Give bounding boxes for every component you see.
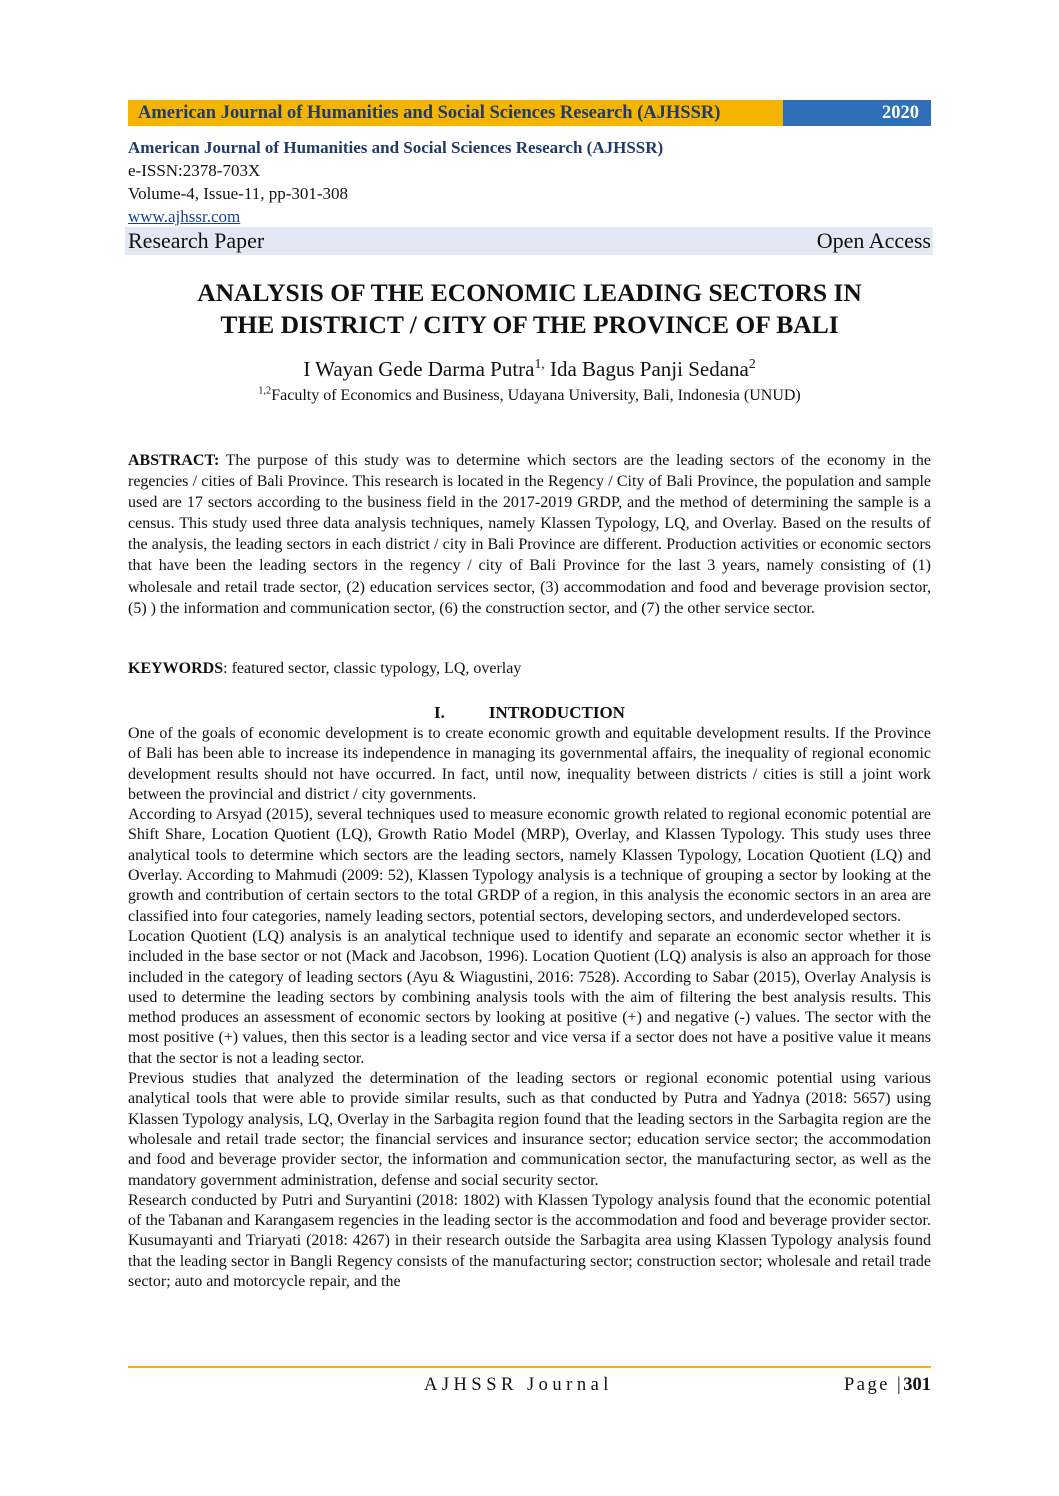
author-name: I Wayan Gede Darma Putra: [303, 357, 535, 381]
title-line: THE DISTRICT / CITY OF THE PROVINCE OF BALI: [220, 310, 839, 339]
page-label: Page |: [843, 1375, 904, 1395]
affiliation: [128, 386, 931, 406]
paragraph: According to Arsyad (2015), several techniques used to measure economic growth related to regional economic potential are Shift Share, Location Quotient (LQ), Growth Ratio Model (MRP), Overlay, and Klassen Typology. This study uses three analytical tools to determine which sectors are the leading sectors, namely Klassen Typology, Location Quotient (LQ) and Overlay. According to Mahmudi (2009: 52), Klassen Typology analysis is a technique of grouping a sector by looking at the growth and contribution of certain sectors to the total GRDP of a region, in this analysis the economic sectors in an area are classified into four categories, namely leading sectors, potential sectors, developing sectors, and underdeveloped sectors.: [128, 806, 931, 925]
research-paper-label: Research Paper: [128, 228, 265, 253]
section-heading: [128, 702, 931, 724]
website-link[interactable]: www.ajhssr.com: [128, 207, 241, 226]
affiliation-mark: 1,2: [258, 385, 272, 397]
author-name: Ida Bagus Panji Sedana: [544, 357, 749, 381]
paper-type-bar: [125, 227, 933, 255]
section-number: I.: [434, 703, 445, 722]
body-text: [128, 724, 931, 1292]
abstract-text: The purpose of this study was to determine which sectors are the leading sectors of the economy in the regencies / cities of Bali Province. This research is located in the Regency / City of Bali Province, the population and sample used are 17 sectors according to the business field in the 2017-2019 GRDP, and the method of determining the sample is a census. This study used three data analysis techniques, namely Klassen Typology, LQ, and Overlay. Based on the results of the analysis, the leading sectors in each district / city in Bali Province are different. Production activities or economic sectors that have been the leading sectors in the regency / city of Bali Province for the last 3 years, namely consisting of (1) wholesale and retail trade sector, (2) education services sector, (3) accommodation and food and beverage provision sector, (5) ) the information and communication sector, (6) the construction sector, and (7) the other service sector.: [128, 452, 931, 617]
abstract: [128, 450, 931, 619]
page-footer: [128, 1373, 931, 1397]
paper-title: [128, 277, 931, 341]
paragraph: Location Quotient (LQ) analysis is an analytical technique used to identify and separate an economic sector whether it is included in the base sector or not (Mack and Jacobson, 1996). Location Quotient (LQ) analysis is also an approach for those included in the category of leading sectors (Ayu & Wiagustini, 2016: 7528). According to Sabar (2015), Overlay Analysis is used to determine the leading sectors by combining analysis tools with the aim of filtering the best analysis results. This method produces an assessment of economic sectors by looking at positive (+) and negative (-) values. The sector with the most positive (+) values, then this sector is a leading sector and vice versa if a sector does not have a positive value it means that the sector is not a leading sector.: [128, 927, 931, 1067]
abstract-label: ABSTRACT:: [128, 452, 220, 469]
keywords-text: : featured sector, classic typology, LQ, overlay: [223, 660, 522, 677]
title-line: ANALYSIS OF THE ECONOMIC LEADING SECTORS IN: [197, 278, 862, 307]
authors: [128, 356, 931, 382]
affiliation-text: Faculty of Economics and Business, Udayana University, Bali, Indonesia (UNUD): [271, 387, 801, 404]
journal-info: [128, 136, 931, 228]
header-banner: [128, 100, 931, 126]
footer-journal: AJHSSR Journal: [424, 1375, 613, 1395]
journal-title: American Journal of Humanities and Social Sciences Research (AJHSSR): [128, 138, 664, 157]
banner-year: 2020: [783, 100, 931, 126]
banner-journal-name: American Journal of Humanities and Social Sciences Research (AJHSSR): [128, 100, 783, 126]
issn: e-ISSN:2378-703X: [128, 161, 261, 180]
open-access-label: Open Access: [816, 228, 931, 253]
author-affiliation-mark: 2: [748, 356, 756, 371]
footer-page: [844, 1373, 931, 1397]
paragraph: Previous studies that analyzed the determination of the leading sectors or regional economic potential using various analytical tools that were able to provide similar results, such as that conducted by Putra and Yadnya (2018: 5657) using Klassen Typology analysis, LQ, Overlay in the Sarbagita region found that the leading sectors in the Sarbagita region are the wholesale and retail trade sector; the financial services and insurance sector; education service sector; the accommodation and food and beverage provider sector, the information and communication sector, the manufacturing sector, as well as the mandatory government administration, defense and social security sector.: [128, 1070, 931, 1189]
paragraph: Research conducted by Putri and Suryantini (2018: 1802) with Klassen Typology analysis found that the economic potential of the Tabanan and Karangasem regencies in the leading sector is the accommodation and food and beverage provider sector. Kusumayanti and Triaryati (2018: 4267) in their research outside the Sarbagita area using Klassen Typology analysis found that the leading sector in Bangli Regency consists of the manufacturing sector; construction sector; wholesale and retail trade sector; auto and motorcycle repair, and the: [128, 1191, 931, 1291]
volume-issue: Volume-4, Issue-11, pp-301-308: [128, 184, 349, 203]
author-affiliation-mark: 1,: [534, 356, 545, 371]
keywords-label: KEYWORDS: [128, 660, 224, 677]
section-title: INTRODUCTION: [488, 703, 625, 722]
footer-divider: [128, 1366, 931, 1368]
page-number: 301: [903, 1375, 931, 1395]
keywords: [128, 658, 931, 679]
paragraph: One of the goals of economic development is to create economic growth and equitable development results. If the Province of Bali has been able to increase its independence in managing its governmental affairs, the inequality of regional economic development results should not have occurred. In fact, until now, inequality between districts / cities is still a joint work between the provincial and district / city governments.: [128, 725, 931, 803]
